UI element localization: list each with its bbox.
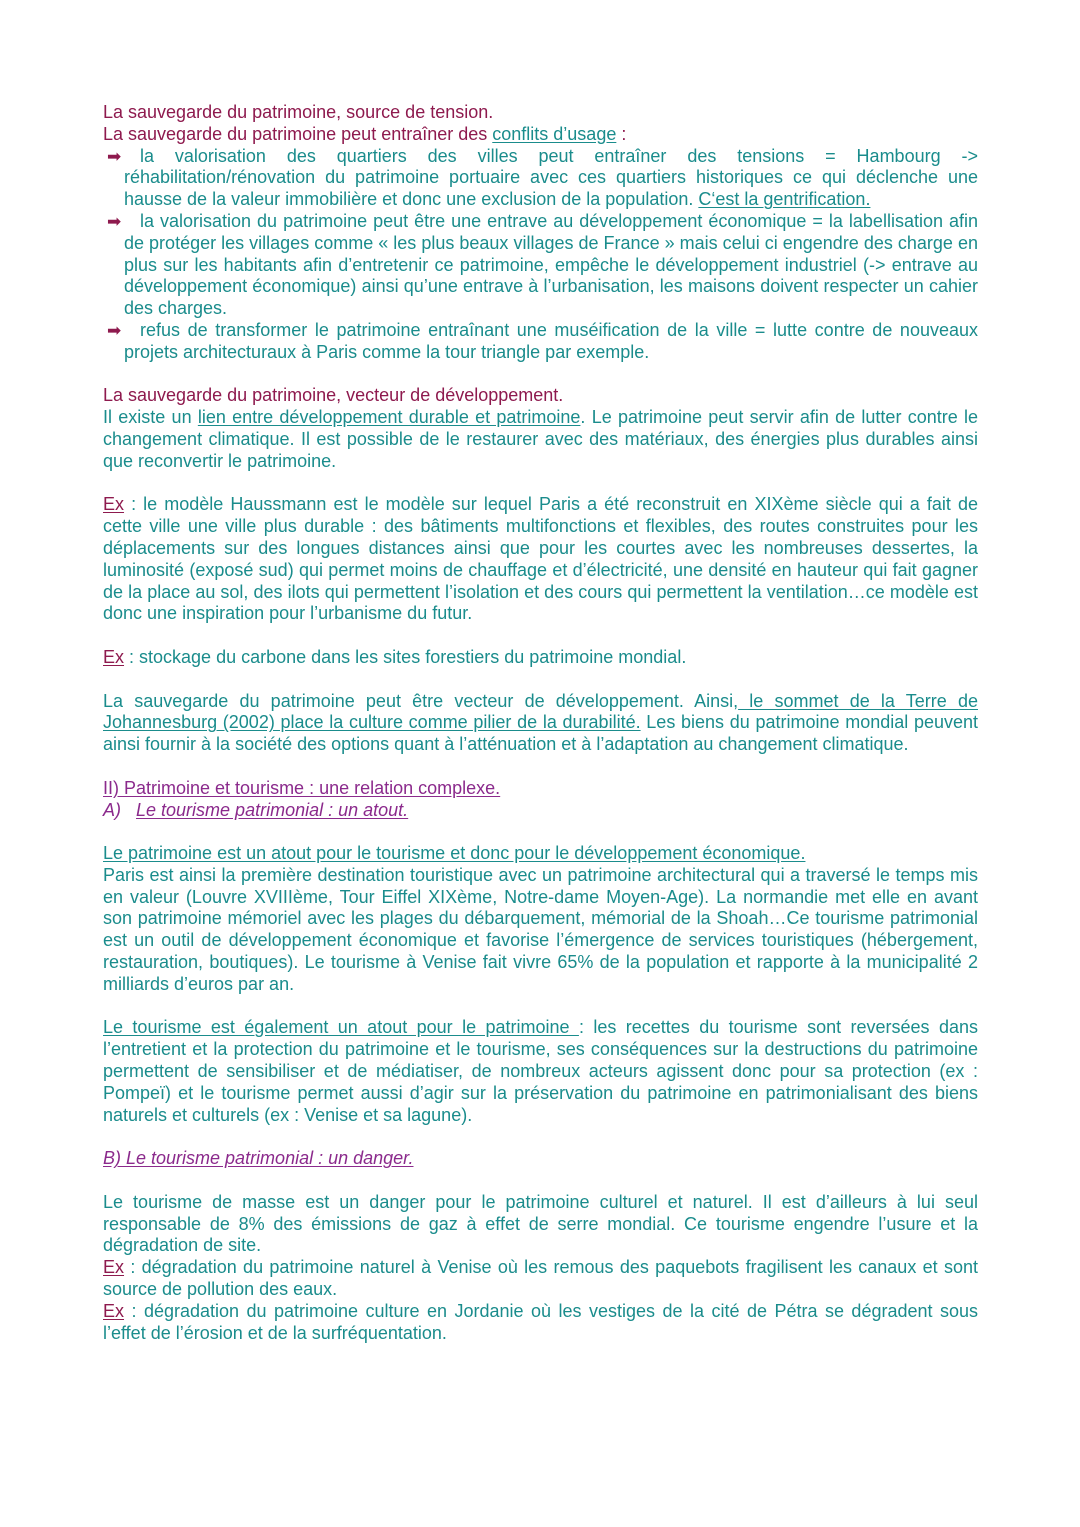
paragraph: Le tourisme de masse est un danger pour le patrimoine culturel et naturel. Il est d’ailleurs à lui seul responsable de 8% des émissions de gaz à effet de serre mondial. Ce tourisme engendre l’usure et la dégradation de site. [103,1191,978,1256]
example-paragraph: Ex : stockage du carbone dans les sites forestiers du patrimoine mondial. [103,646,687,667]
right-arrow-icon: ➡ [107,146,122,166]
example-paragraph: Ex : dégradation du patrimoine culture en Jordanie où les vestiges de la cité de Pétra se dégradent sous l’effet de l’érosion et de la surfréquentation. [103,1300,978,1343]
ex-label: Ex [103,646,125,667]
paragraph: La sauvegarde du patrimoine peut être vecteur de développement. Ainsi, le sommet de la Terre de Johannesburg (2002) place la culture comme pilier de la durabilité. Les biens du patrimoine mondial peuvent ainsi fournir à la société des options quant à l’atténuation et à l’adaptation au changement climatique. [103,690,979,755]
developpement-durable-link: lien entre développement durable et patrimoine [197,407,581,428]
paragraph: Le tourisme est également un atout pour le patrimoine : les recettes du tourisme sont reversées dans l’entretient et la protection du patrimoine et le tourisme, ses conséquences sur la destructions du patrimoine permettent de sensibiliser et de médiatiser, de nombreux acteurs agissent donc pour sa protection (ex : Pompeï) et le tourisme permet aussi d’agir sur la préservation du patrimoine en patrimonialisant des biens naturels et culturels (ex : Venise et sa lagune). [103,1017,978,1125]
gentrification-link: C‘est la gentrification. [698,189,871,210]
ex-label: Ex [103,1257,125,1278]
paragraph: Il existe un lien entre développement durable et patrimoine. Le patrimoine peut servir afin de lutter contre le changement climatique. Il est possible de le restaurer avec des matériaux, des énergies plus durables ainsi que reconvertir le patrimoine. [103,407,979,471]
bullet-text: la valorisation du patrimoine peut être une entrave au développement économique = la labellisation afin de protéger les villages comme « les plus beaux villages de France » mais celui ci engendre des charge en plus sur les habitants afin d’entretenir ce patrimoine, empêche le développement industriel (-> entrave au développement économique) ainsi qu’une entrave à l’urbanisation, les maisons doivent respecter un cahier des charges. [124,210,978,319]
paragraph: Paris est ainsi la première destination touristique avec un patrimoine architectural qui a traversé le temps mis en valeur (Louvre XVIIIème, Tour Eiffel XIXème, Notre-dame Moyen-Age). La normandie met elle en avant son patrimoine mémoriel avec les plages du débarquement, mémorial de la Shoah…Ce tourisme patrimonial est un outil de développement économique et favorise l’émergence de services touristiques (hébergement, restauration, boutiques). Le tourisme à Venise fait vivre 65% de la population et rapporte à la municipalité 2 milliards d’euros par an. [103,864,978,994]
section-heading-tension: La sauvegarde du patrimoine, source de tension. [103,102,494,122]
bullet-text: refus de transformer le patrimoine entraînant une muséification de la ville = lutte contre de nouveaux projets architecturaux à Paris comme la tour triangle par exemple. [124,319,978,362]
tourisme-atout-link: Le tourisme est également un atout pour le patrimoine [103,1017,579,1038]
part-heading: II) Patrimoine et tourisme : une relation complexe. [103,777,501,798]
ex-label: Ex [103,1300,125,1321]
example-paragraph: Ex : le modèle Haussmann est le modèle sur lequel Paris a été reconstruit en XIXème siècle qui a fait de cette ville une ville plus durable : des bâtiments multifonctions et flexibles, des routes construites pour les déplacements sur des longues distances ainsi que pour les courtes avec les nombreuses dessertes, la luminosité (exposé sud) qui permet moins de chauffage et d’électricité, une densité en hauteur qui fait gagner de la place au sol, des ilots qui permettent l’isolation et des cours qui permettent la ventilation…ce modèle est donc une inspiration pour l’urbanisme du futur. [103,494,978,624]
section-heading-developpement: La sauvegarde du patrimoine, vecteur de développement. [103,385,564,406]
bullet-text: la valorisation des quartiers des villes peut entraîner des tensions = Hambourg -> réhabilitation/rénovation du patrimoine portuaire avec ces quartiers historiques ce qui déclenche une hausse de la valeur immobilière et donc une exclusion de la population. C‘est la gentrification. [124,145,978,210]
bullet-item [103,320,978,364]
subsection-heading-b: B) Le tourisme patrimonial : un danger. [103,1148,414,1169]
johannesburg-link: le sommet de la Terre de Johannesburg (2002) place la culture comme pilier de la durabilité. [103,690,979,733]
bullet-item [103,211,978,320]
bullet-item [103,146,978,211]
conflits-link: conflits d’usage [492,123,617,144]
paragraph-heading: Le patrimoine est un atout pour le tourisme et donc pour le développement économique. [103,843,806,864]
document-page [103,102,978,1344]
subsection-heading-a: A) Le tourisme patrimonial : un atout. [103,799,409,820]
ex-label: Ex [103,494,125,515]
right-arrow-icon: ➡ [107,211,122,231]
right-arrow-icon: ➡ [107,320,122,340]
section-intro: La sauvegarde du patrimoine peut entraîner des conflits d’usage : [103,123,627,144]
example-paragraph: Ex : dégradation du patrimoine naturel à Venise où les remous des paquebots fragilisent les canaux et sont source de pollution des eaux. [103,1257,978,1300]
